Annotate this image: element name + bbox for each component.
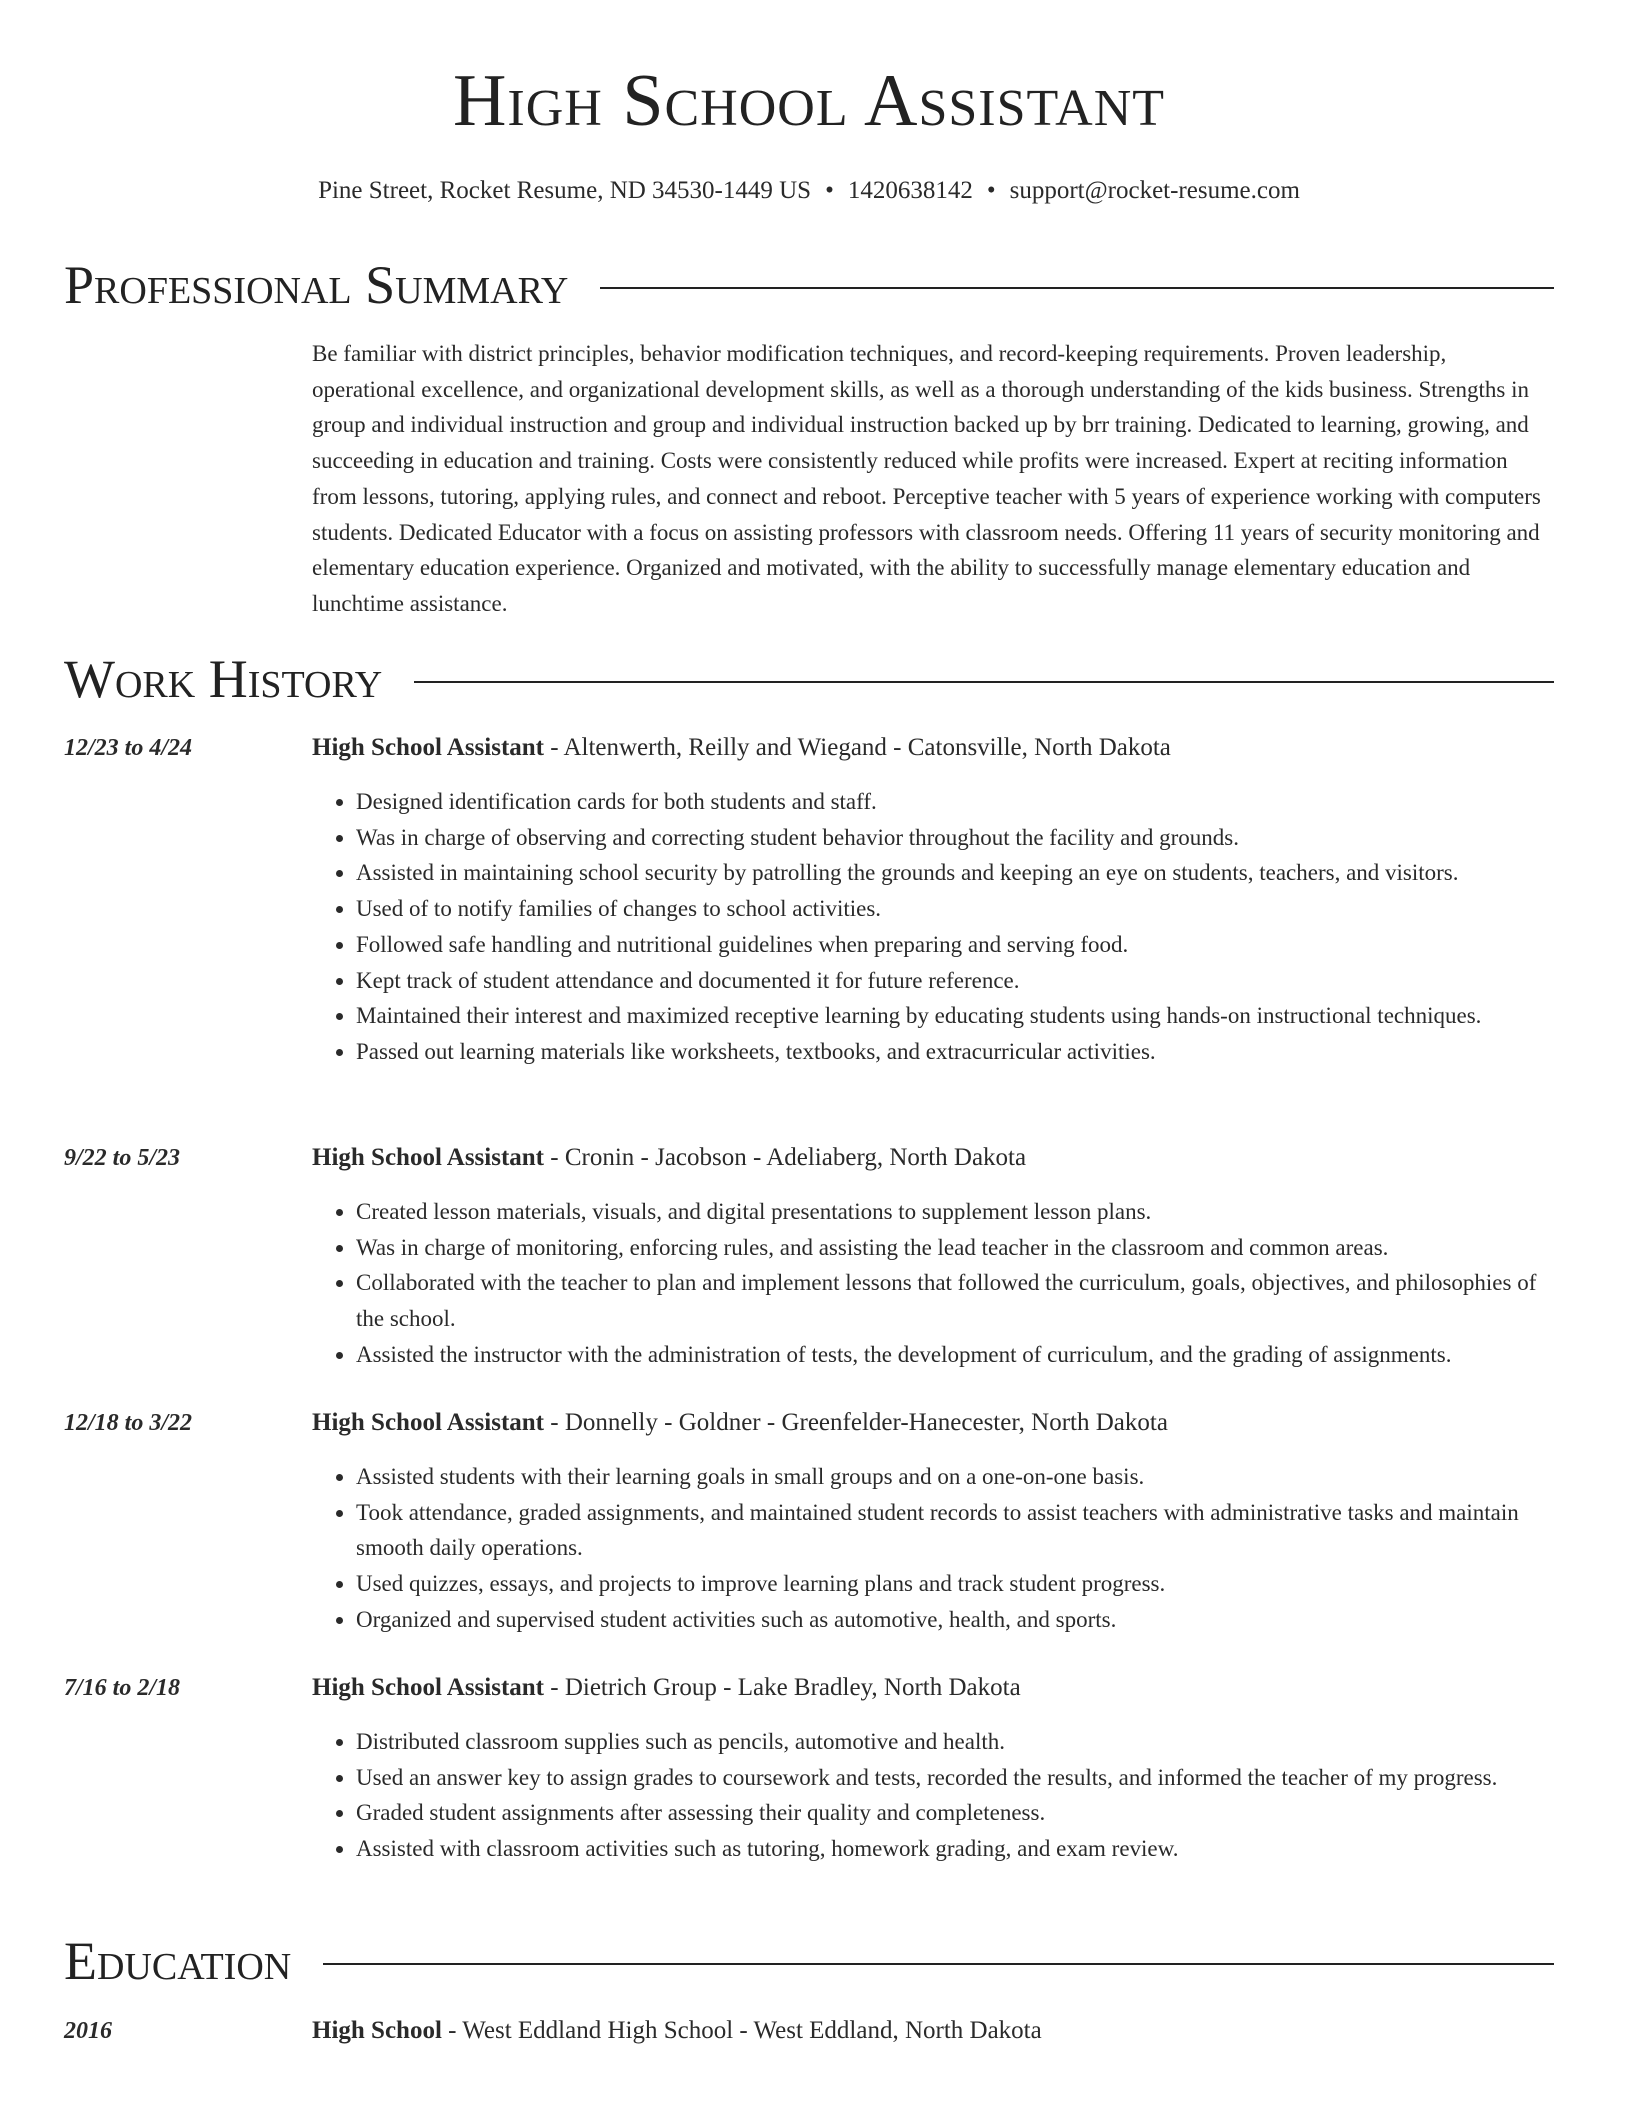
job-bullet: • Graded student assignments after assessing their quality and completeness. (356, 1795, 1554, 1831)
job-bullets (312, 1724, 1554, 1867)
job-bullet: • Collaborated with the teacher to plan and implement lessons that followed the curriculum, goals, objectives, and philosophies of the school. (356, 1265, 1554, 1336)
job-bullet: • Assisted the instructor with the administration of tests, the development of curriculum, and the grading of assignments. (356, 1337, 1554, 1373)
job-role: High School Assistant (312, 1409, 545, 1436)
job-bullet: • Created lesson materials, visuals, and digital presentations to supplement lesson plans. (356, 1194, 1554, 1230)
job-bullet: • Designed identification cards for both students and staff. (356, 784, 1554, 820)
summary-section-title: Professional Summary (64, 255, 569, 315)
job-bullet: • Took attendance, graded assignments, and maintained student records to assist teachers with administrative tasks and maintain smooth daily operations. (356, 1495, 1554, 1566)
job-bullet: • Passed out learning materials like worksheets, textbooks, and extracurricular activities. (356, 1034, 1554, 1070)
job-role: High School Assistant (312, 1674, 545, 1701)
contact-address: Pine Street, Rocket Resume, ND 34530-1449 US (318, 177, 812, 204)
education-title-line (312, 2014, 1554, 2048)
job-bullet: • Assisted in maintaining school security by patrolling the grounds and keeping an eye on students, teachers, and visitors. (356, 855, 1554, 891)
education-year: 2016 (64, 2018, 112, 2044)
job-bullet: • Was in charge of monitoring, enforcing rules, and assisting the lead teacher in the classroom and common areas. (356, 1230, 1554, 1266)
work-section-header (64, 646, 1554, 712)
job-title-line (312, 1671, 1554, 1705)
job-title-line (312, 1141, 1554, 1175)
job-title-line (312, 731, 1554, 765)
work-section-title: Work History (64, 649, 383, 709)
section-divider (414, 681, 1554, 683)
job-bullet: • Used of to notify families of changes to school activities. (356, 891, 1554, 927)
contact-line (64, 174, 1554, 208)
job-bullet: • Assisted with classroom activities such as tutoring, homework grading, and exam review. (356, 1831, 1554, 1867)
job-dates: 12/23 to 4/24 (64, 735, 193, 761)
candidate-name: High School Assistant (452, 60, 1166, 142)
job-employer: - Cronin - Jacobson - Adeliaberg, North Dakota (544, 1144, 1027, 1171)
summary-text: Be familiar with district principles, behavior modification techniques, and record-keeping requirements. Proven leadership, operational excellence, and organizational development skills, as well as a thorough understanding of the kids business. Strengths in group and individual instruction and group and individual instruction backed up by brr training. Dedicated to learning, growing, and succeeding in education and training. Costs were consistently reduced while profits were increased. Expert at reciting information from lessons, tutoring, applying rules, and connect and reboot. Perceptive teacher with 5 years of experience working with computers students. Dedicated Educator with a focus on assisting professors with classroom needs. Offering 11 years of security monitoring and elementary education experience. Organized and motivated, with the ability to successfully manage elementary education and lunchtime assistance. (312, 341, 1541, 616)
job-bullets (312, 784, 1554, 1070)
education-section-header (64, 1928, 1554, 1994)
section-divider (600, 287, 1554, 289)
job-bullet: • Used an answer key to assign grades to coursework and tests, recorded the results, and informed the teacher of my progress. (356, 1760, 1554, 1796)
education-section-title: Education (64, 1931, 292, 1991)
job-bullet: • Kept track of student attendance and documented it for future reference. (356, 963, 1554, 999)
job-bullets (312, 1459, 1554, 1638)
job-bullet: • Assisted students with their learning goals in small groups and on a one-on-one basis. (356, 1459, 1554, 1495)
job-bullets (312, 1194, 1554, 1373)
contact-separator: • (825, 177, 834, 204)
job-dates: 12/18 to 3/22 (64, 1410, 193, 1436)
job-bullet: • Followed safe handling and nutritional guidelines when preparing and serving food. (356, 927, 1554, 963)
job-bullet: • Distributed classroom supplies such as pencils, automotive and health. (356, 1724, 1554, 1760)
contact-separator: • (986, 177, 996, 204)
summary-section-header (64, 252, 1554, 318)
contact-email: support@rocket-resume.com (1009, 177, 1300, 204)
job-employer: - Dietrich Group - Lake Bradley, North Dakota (544, 1674, 1021, 1701)
job-dates: 7/16 to 2/18 (64, 1675, 181, 1701)
job-bullet: • Maintained their interest and maximized receptive learning by educating students using hands-on instructional techniques. (356, 998, 1554, 1034)
job-title-line (312, 1406, 1554, 1440)
education-school: - West Eddland High School - West Eddland, North Dakota (441, 2017, 1042, 2044)
contact-phone: 1420638142 (847, 177, 973, 204)
job-role: High School Assistant (312, 734, 545, 761)
job-dates: 9/22 to 5/23 (64, 1145, 181, 1171)
job-employer: - Donnelly - Goldner - Greenfelder-Hanecester, North Dakota (544, 1409, 1168, 1436)
job-bullet: • Organized and supervised student activities such as automotive, health, and sports. (356, 1602, 1554, 1638)
job-role: High School Assistant (312, 1144, 545, 1171)
education-degree: High School (312, 2017, 442, 2044)
job-bullet: • Used quizzes, essays, and projects to improve learning plans and track student progress. (356, 1566, 1554, 1602)
job-bullet: • Was in charge of observing and correcting student behavior throughout the facility and grounds. (356, 820, 1554, 856)
section-divider (323, 1963, 1554, 1965)
job-employer: - Altenwerth, Reilly and Wiegand - Catonsville, North Dakota (544, 734, 1171, 761)
